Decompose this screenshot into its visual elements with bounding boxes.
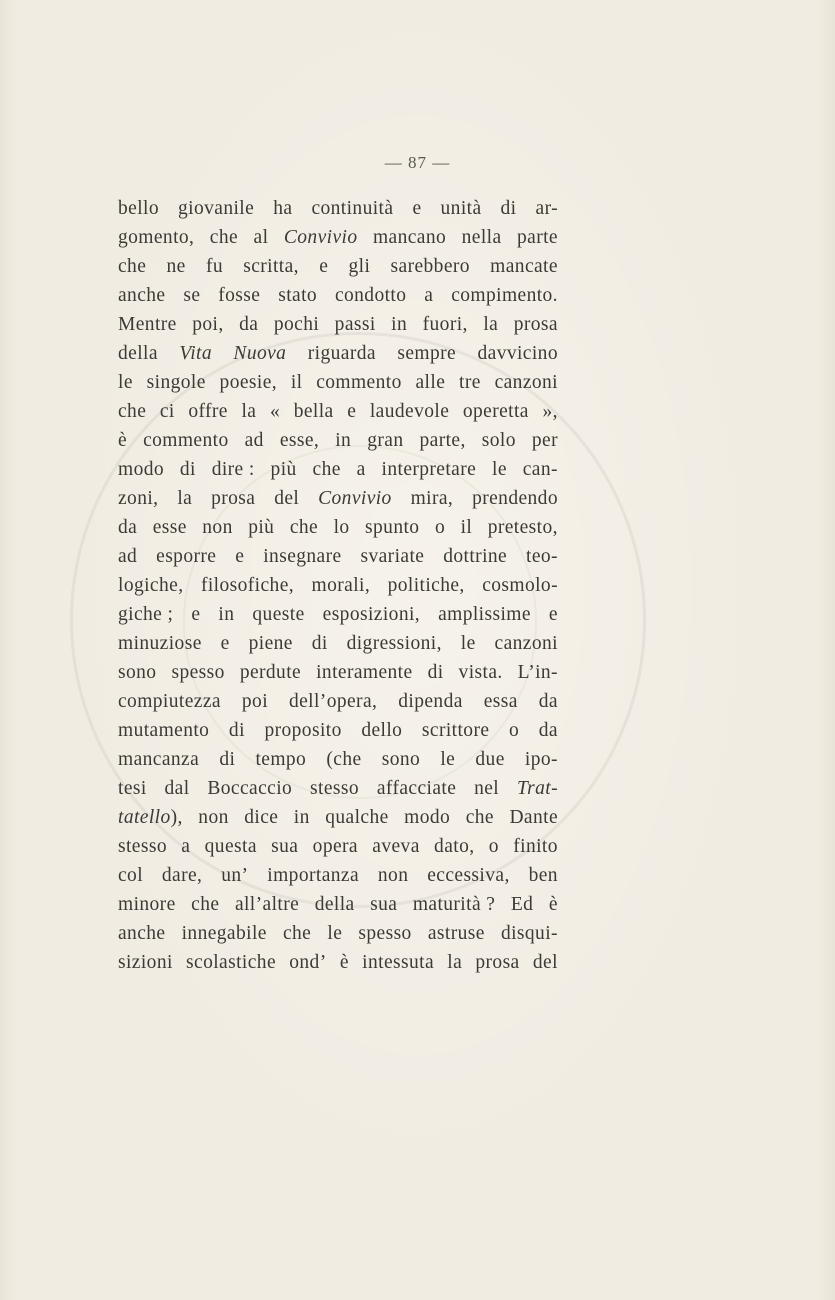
word: o [508, 720, 520, 741]
word: piene [248, 633, 293, 654]
word: unità [440, 198, 482, 219]
word: politiche, [387, 575, 465, 596]
word: in [391, 314, 408, 335]
word: non [377, 865, 409, 886]
word: eccessiva, [427, 865, 510, 886]
word: di [228, 720, 245, 741]
word: o [488, 836, 499, 857]
word: spesso [358, 923, 412, 944]
word: non [198, 807, 229, 828]
word: dipenda [398, 691, 463, 712]
text-line [118, 484, 558, 513]
word: prosa [513, 314, 558, 335]
word: modo [404, 807, 451, 828]
word: dottrine [443, 546, 508, 567]
word: due [475, 749, 505, 770]
word: logiche, [118, 575, 184, 596]
word: dire : [211, 459, 255, 480]
word: al [253, 227, 269, 248]
word: non [202, 517, 233, 538]
word: è [118, 430, 128, 451]
word: in [293, 807, 310, 828]
word: un’ [221, 865, 249, 886]
word: se [183, 285, 201, 306]
word: Trat- [516, 778, 558, 799]
text-line [118, 281, 558, 310]
word: svariate [360, 546, 425, 567]
text-line [118, 832, 558, 861]
word: « [269, 401, 281, 422]
word: pochi [273, 314, 320, 335]
word: le [327, 923, 343, 944]
word: le [118, 372, 133, 393]
text-line [118, 397, 558, 426]
word: gli [348, 256, 371, 277]
word: ipo- [524, 749, 558, 770]
text-line [118, 890, 558, 919]
word: offre [188, 401, 228, 422]
word: Nuova [233, 343, 287, 364]
word: modo [118, 459, 165, 480]
word: a [356, 459, 366, 480]
word: le [492, 459, 507, 480]
word: e [319, 256, 329, 277]
word: sarebbero [390, 256, 470, 277]
word: che [312, 459, 341, 480]
word: sono [118, 662, 157, 683]
text-line [118, 774, 558, 803]
word: fuori, [422, 314, 468, 335]
text-line [118, 629, 558, 658]
word: sua [271, 836, 299, 857]
text-line [118, 252, 558, 281]
word: giche ; [118, 604, 174, 625]
word: passi [334, 314, 376, 335]
word: Ed [510, 894, 534, 915]
word: in [218, 604, 235, 625]
text-line [118, 426, 558, 455]
word: canzoni [494, 372, 558, 393]
word: fu [205, 256, 223, 277]
text-line [118, 861, 558, 890]
word: parte [516, 227, 558, 248]
word: bello [118, 198, 159, 219]
word: cosmolo- [482, 575, 558, 596]
word: la [447, 952, 463, 973]
word: o [434, 517, 446, 538]
text-line [118, 948, 558, 977]
word: e [548, 604, 558, 625]
word: condotto [334, 285, 407, 306]
word: esse, [279, 430, 320, 451]
word: della [314, 894, 355, 915]
word: ha [273, 198, 293, 219]
word: (che [326, 749, 362, 770]
word: sua [370, 894, 398, 915]
word: gran [367, 430, 404, 451]
word: dato, [434, 836, 475, 857]
word: poi [241, 691, 269, 712]
text-line [118, 513, 558, 542]
word: mira, [410, 488, 454, 509]
word: è [339, 952, 349, 973]
word: nella [461, 227, 502, 248]
word: bella [293, 401, 334, 422]
word: can- [522, 459, 558, 480]
word: che [118, 256, 147, 277]
word: del [274, 488, 300, 509]
word: di [427, 662, 444, 683]
word: Convivio [283, 227, 358, 248]
word: anche [118, 285, 166, 306]
word: sono [381, 749, 421, 770]
word: che [118, 401, 147, 422]
word: tatello), [118, 807, 183, 828]
word: e [220, 633, 230, 654]
word: L’in- [517, 662, 558, 683]
word: mancano [372, 227, 447, 248]
word: più [270, 459, 297, 480]
text-line [118, 716, 558, 745]
word: poesie, [219, 372, 278, 393]
word: tempo [255, 749, 307, 770]
word: parte, [419, 430, 466, 451]
word: anche [118, 923, 166, 944]
word: mancate [490, 256, 558, 277]
text-line [118, 600, 558, 629]
text-line [118, 310, 558, 339]
word: insegnare [263, 546, 342, 567]
word: di [500, 198, 517, 219]
text-line [118, 745, 558, 774]
word: digressioni, [346, 633, 442, 654]
body-text [118, 194, 558, 977]
word: il [460, 517, 473, 538]
word: astruse [427, 923, 485, 944]
word: della [118, 343, 158, 364]
word: il [290, 372, 303, 393]
word: stesso [118, 836, 167, 857]
word: mutamento [118, 720, 210, 741]
word: lo [333, 517, 350, 538]
word: che [191, 894, 220, 915]
word: affacciate [376, 778, 457, 799]
word: finito [513, 836, 558, 857]
word: da [239, 314, 259, 335]
word: ond’ [289, 952, 327, 973]
word: le [440, 749, 456, 770]
word: le [460, 633, 476, 654]
word: davvicino [477, 343, 558, 364]
word: », [542, 401, 558, 422]
word: più [248, 517, 275, 538]
word: dal [164, 778, 190, 799]
word: operetta [462, 401, 529, 422]
word: stesso [310, 778, 360, 799]
word: che [282, 923, 312, 944]
word: zoni, [118, 488, 159, 509]
word: intessuta [362, 952, 434, 973]
word: ad [244, 430, 264, 451]
word: riguarda [307, 343, 376, 364]
word: esposizioni, [322, 604, 421, 625]
word: che [465, 807, 494, 828]
word: ben [528, 865, 558, 886]
word: scritta, [243, 256, 299, 277]
word: esporre [156, 546, 217, 567]
word: minuziose [118, 633, 202, 654]
word: dare, [161, 865, 203, 886]
word: ci [159, 401, 175, 422]
word: morali, [311, 575, 371, 596]
word: e [191, 604, 201, 625]
text-line [118, 571, 558, 600]
word: compiutezza [118, 691, 221, 712]
word: e [412, 198, 422, 219]
word: Convivio [318, 488, 392, 509]
word: continuità [311, 198, 394, 219]
word: questa [204, 836, 257, 857]
word: Mentre [118, 314, 177, 335]
word: mancanza [118, 749, 200, 770]
word: e [235, 546, 245, 567]
word: essa [483, 691, 518, 712]
word: qualche [325, 807, 389, 828]
word: di [219, 749, 236, 770]
word: la [483, 314, 499, 335]
word: queste [252, 604, 305, 625]
word: scolastiche [186, 952, 276, 973]
word: solo [481, 430, 516, 451]
word: innegabile [181, 923, 267, 944]
word: è [548, 894, 558, 915]
text-line [118, 223, 558, 252]
word: di [179, 459, 196, 480]
word: del [532, 952, 558, 973]
word: fosse [218, 285, 261, 306]
word: tre [459, 372, 481, 393]
word: Boccaccio [207, 778, 293, 799]
word: importanza [267, 865, 360, 886]
text-line [118, 339, 558, 368]
word: prosa [211, 488, 256, 509]
word: e [347, 401, 357, 422]
word: vista. [458, 662, 503, 683]
word: singole [146, 372, 206, 393]
word: esse [152, 517, 187, 538]
word: che [289, 517, 319, 538]
word: amplissime [438, 604, 531, 625]
word: spunto [365, 517, 420, 538]
word: filosofiche, [200, 575, 295, 596]
word: commento [316, 372, 402, 393]
word: stato [278, 285, 318, 306]
text-line [118, 803, 558, 832]
word: alle [415, 372, 446, 393]
word: giovanile [178, 198, 255, 219]
word: Dante [509, 807, 558, 828]
word: di [311, 633, 328, 654]
word: dice [244, 807, 279, 828]
word: interpretare [381, 459, 477, 480]
word: la [241, 401, 257, 422]
text-line [118, 368, 558, 397]
page-number: — 87 — [384, 153, 451, 172]
word: poi, [192, 314, 224, 335]
word: gomento, [118, 227, 195, 248]
word: prosa [475, 952, 520, 973]
text-line [118, 919, 558, 948]
word: sizioni [118, 952, 173, 973]
word: dello [361, 720, 403, 741]
word: canzoni [494, 633, 558, 654]
word: da [118, 517, 138, 538]
word: per [531, 430, 558, 451]
word: disqui- [500, 923, 558, 944]
word: aveva [372, 836, 420, 857]
word: dell’opera, [288, 691, 378, 712]
word: ad [118, 546, 138, 567]
word: teo- [526, 546, 558, 567]
word: compimento. [451, 285, 558, 306]
word: pretesto, [487, 517, 558, 538]
word: a [181, 836, 191, 857]
word: interamente [316, 662, 413, 683]
text-line [118, 542, 558, 571]
text-line [118, 687, 558, 716]
text-line [118, 455, 558, 484]
word: da [538, 720, 558, 741]
word: in [335, 430, 352, 451]
word: la [177, 488, 193, 509]
word: perdute [239, 662, 302, 683]
word: Vita [179, 343, 212, 364]
word: opera [312, 836, 358, 857]
text-line [118, 658, 558, 687]
word: col [118, 865, 144, 886]
word: scrittore [421, 720, 490, 741]
word: ne [166, 256, 186, 277]
word: a [424, 285, 434, 306]
word: ar- [535, 198, 558, 219]
word: laudevole [369, 401, 450, 422]
word: minore [118, 894, 176, 915]
word: sempre [397, 343, 457, 364]
text-line [118, 194, 558, 223]
word: tesi [118, 778, 147, 799]
word: proposito [264, 720, 342, 741]
word: prendendo [472, 488, 558, 509]
word: all’altre [234, 894, 300, 915]
word: da [538, 691, 558, 712]
word: maturità ? [412, 894, 496, 915]
word: spesso [171, 662, 225, 683]
word: nel [474, 778, 500, 799]
word: che [209, 227, 239, 248]
word: commento [143, 430, 229, 451]
